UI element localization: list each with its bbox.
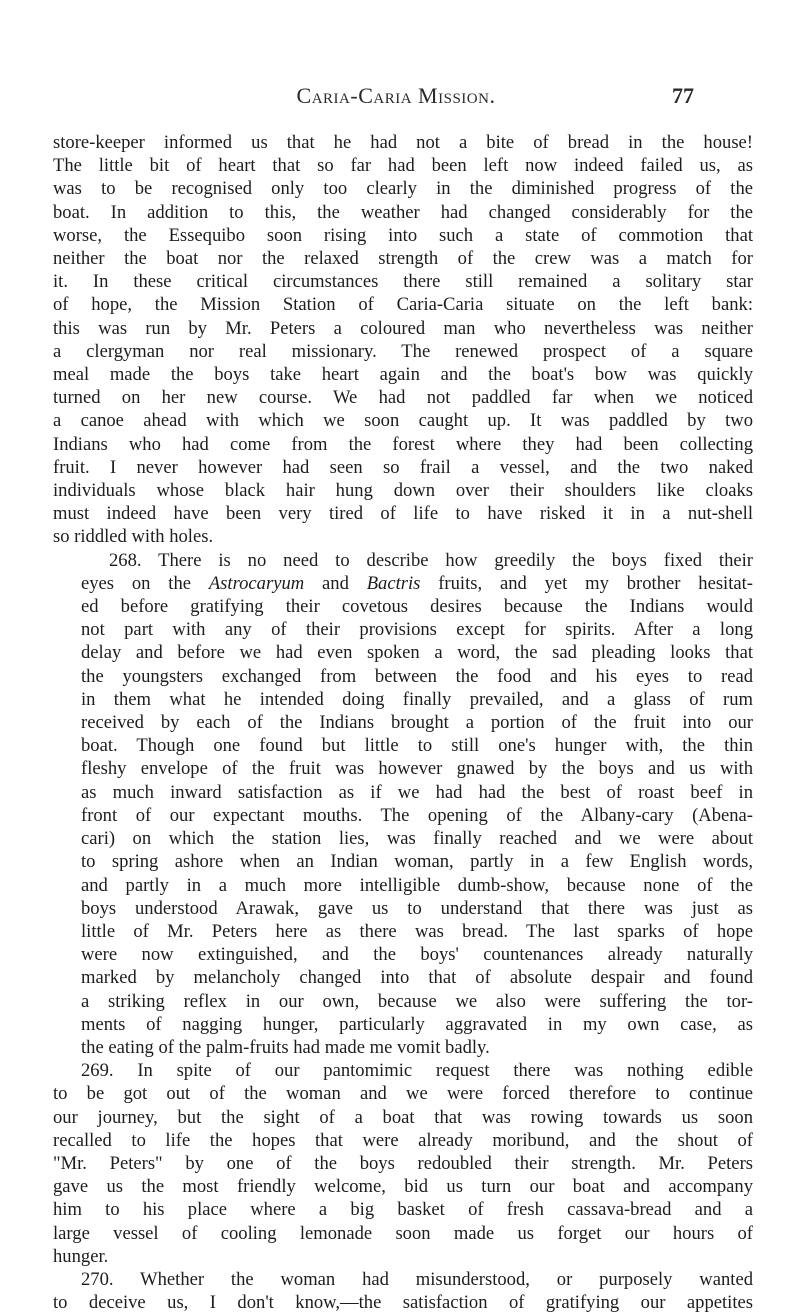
text-line: marked by melancholy changed into that of absolute despair and found [81, 967, 753, 989]
text-line: worse, the Essequibo soon rising into such a state of commotion that [53, 224, 753, 246]
text-line: and partly in a much more intelligible dumb-show, because none of the [81, 874, 753, 896]
text-line: to spring ashore when an Indian woman, partly in a few English words, [81, 851, 753, 873]
text-line: boat. In addition to this, the weather had changed considerably for the [53, 201, 753, 223]
text-line: the youngsters exchanged from between the food and his eyes to read [81, 665, 753, 687]
text-line: ments of nagging hunger, particularly aggravated in my own case, as [81, 1013, 753, 1035]
text-line: a clergyman nor real missionary. The renewed prospect of a square [53, 340, 753, 362]
text-line: a striking reflex in our own, because we also were suffering the tor- [81, 990, 753, 1012]
paragraph-270 [53, 1268, 753, 1314]
text-line: 270. Whether the woman had misunderstood, or purposely wanted [81, 1268, 753, 1290]
page-number: 77 [672, 83, 694, 108]
text-line: boys understood Arawak, gave us to understand that there was just as [81, 897, 753, 919]
text-line: so riddled with holes. [53, 526, 214, 548]
text-line: little of Mr. Peters here as there was bread. The last sparks of hope [81, 920, 753, 942]
text-line: eyes on the Astrocaryum and Bactris fruits, and yet my brother hesitat- [81, 572, 754, 594]
text-line: ed before gratifying their covetous desires because the Indians would [81, 596, 753, 618]
text-line: 269. In spite of our pantomimic request there was nothing edible [81, 1060, 753, 1082]
text-line: cari) on which the station lies, was finally reached and we were about [81, 828, 753, 850]
text-line: was to be recognised only too clearly in the diminished progress of the [53, 178, 753, 200]
text-line: recalled to life the hopes that were already moribund, and the shout of [53, 1129, 753, 1151]
text-line: boat. Though one found but little to still one's hunger with, the thin [81, 735, 753, 757]
text-line: delay and before we had even spoken a word, the sad pleading looks that [81, 642, 753, 664]
paragraph-269 [53, 1059, 753, 1268]
text-line: fleshy envelope of the fruit was however gnawed by the boys and us with [81, 758, 753, 780]
running-title: Caria-Caria Mission. [296, 83, 496, 108]
paragraph-268 [53, 549, 753, 1059]
paragraph-continued [53, 131, 753, 549]
text-line: "Mr. Peters" by one of the boys redoubled their strength. Mr. Peters [53, 1152, 753, 1174]
text-line: the eating of the palm-fruits had made me vomit badly. [81, 1036, 490, 1058]
body-text [53, 131, 753, 1314]
text-line: hunger. [53, 1245, 109, 1267]
text-line: store-keeper informed us that he had not a bite of bread in the house! [53, 132, 753, 153]
text-line: 268. There is no need to describe how greedily the boys fixed their [109, 549, 753, 571]
text-line: him to his place where a big basket of fresh cassava-bread and a [53, 1199, 753, 1221]
text-line: neither the boat nor the relaxed strength of the crew was a match for [53, 248, 753, 270]
text-line: a canoe ahead with which we soon caught up. It was paddled by two [53, 410, 753, 432]
text-line: gave us the most friendly welcome, bid us turn our boat and accompany [53, 1176, 753, 1198]
text-line: large vessel of cooling lemonade soon made us forget our hours of [53, 1222, 753, 1244]
text-line: as much inward satisfaction as if we had had the best of roast beef in [81, 781, 753, 803]
text-line: individuals whose black hair hung down over their shoulders like cloaks [53, 480, 753, 502]
text-line: it. In these critical circumstances there still remained a solitary star [53, 271, 753, 293]
text-line: front of our expectant mouths. The opening of the Albany-cary (Abena- [81, 804, 753, 826]
text-line: of hope, the Mission Station of Caria-Caria situate on the left bank: [53, 294, 753, 316]
text-line: meal made the boys take heart again and the boat's bow was quickly [53, 364, 753, 386]
running-head [96, 83, 696, 117]
text-line: were now extinguished, and the boys' countenances already naturally [81, 944, 753, 966]
text-line: not part with any of their provisions except for spirits. After a long [81, 619, 753, 641]
text-line: to be got out of the woman and we were forced therefore to continue [53, 1083, 753, 1105]
text-line: fruit. I never however had seen so frail a vessel, and the two naked [53, 456, 753, 478]
text-line: turned on her new course. We had not paddled far when we noticed [53, 387, 753, 409]
text-line: this was run by Mr. Peters a coloured man who nevertheless was neither [53, 317, 753, 339]
text-line: The little bit of heart that so far had been left now indeed failed us, as [53, 155, 753, 177]
text-line: Indians who had come from the forest where they had been collecting [53, 433, 753, 455]
text-line: our journey, but the sight of a boat that was rowing towards us soon [53, 1106, 753, 1128]
text-line: to deceive us, I don't know,—the satisfaction of gratifying our appetites [53, 1292, 753, 1314]
text-line: must indeed have been very tired of life to have risked it in a nut-shell [53, 503, 753, 525]
text-line: received by each of the Indians brought a portion of the fruit into our [81, 712, 753, 734]
text-line: in them what he intended doing finally prevailed, and a glass of rum [81, 688, 753, 710]
